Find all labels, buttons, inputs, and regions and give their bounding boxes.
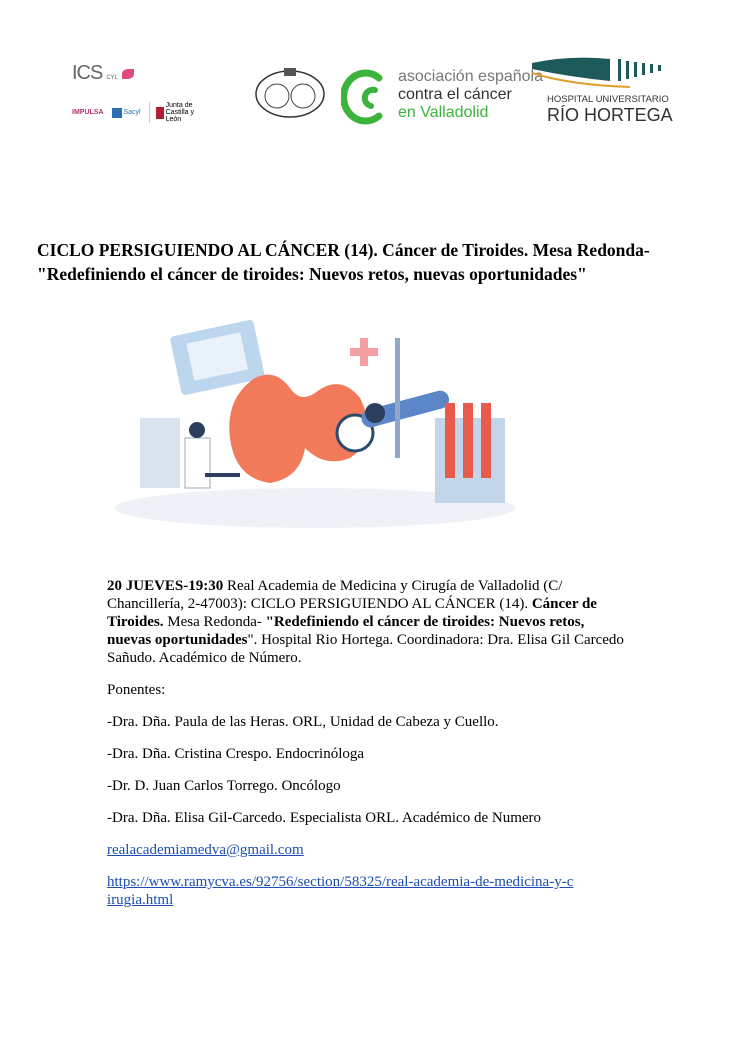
partner-logos bbox=[72, 102, 206, 123]
title-line1: CICLO PERSIGUIENDO AL CÁNCER (14). Cáncer de Tiroides. Mesa Redonda- bbox=[37, 240, 650, 260]
aecc-line2: contra el cáncer bbox=[398, 86, 512, 103]
thyroid-illustration bbox=[105, 318, 520, 538]
hospital-logo-graphic bbox=[530, 55, 670, 90]
email-link[interactable]: realacademiamedva@gmail.com bbox=[107, 842, 304, 858]
event-topic: Cáncer de Tiroides. bbox=[107, 596, 597, 630]
ics-logo-text: ICS bbox=[72, 62, 103, 84]
speakers-label: Ponentes: bbox=[107, 682, 166, 698]
impulsa-logo: IMPULSA bbox=[72, 109, 104, 116]
website-link[interactable]: https://www.ramycva.es/92756/section/58325/real-academia-de-medicina-y-cirugia.html bbox=[107, 874, 574, 908]
aecc-logo-icon bbox=[341, 66, 391, 126]
sacyl-logo bbox=[112, 108, 141, 118]
sacyl-text: Sacyl bbox=[123, 109, 141, 116]
event-rest: ". Hospital Rio Hortega. Coordinadora: Dra. Elisa Gil Carcedo Sañudo. Académico de Número. bbox=[107, 632, 624, 666]
ics-logo-sub: CYL bbox=[106, 75, 119, 81]
junta-logo bbox=[149, 102, 206, 123]
hospital-line2: RÍO HORTEGA bbox=[547, 105, 673, 125]
hospital-line1: HOSPITAL UNIVERSITARIO bbox=[547, 94, 669, 105]
speaker-item: -Dr. D. Juan Carlos Torrego. Oncólogo bbox=[107, 778, 341, 794]
title-line2: "Redefiniendo el cáncer de tiroides: Nuevos retos, nuevas oportunidades" bbox=[37, 264, 587, 284]
aecc-line3: en Valladolid bbox=[398, 104, 489, 121]
event-details bbox=[107, 577, 627, 923]
junta-shield-icon bbox=[156, 107, 164, 119]
document-title bbox=[37, 238, 717, 286]
event-date-time: 20 JUEVES-19:30 bbox=[107, 578, 224, 594]
junta-text: Junta de Castilla y León bbox=[165, 102, 195, 123]
academy-seal-logo bbox=[253, 64, 328, 120]
event-subtitle: "Redefiniendo el cáncer de tiroides: Nuevos retos, nuevas oportunidades bbox=[107, 614, 585, 648]
speaker-item: -Dra. Dña. Paula de las Heras. ORL, Unidad de Cabeza y Cuello. bbox=[107, 714, 499, 730]
sacyl-cross-icon bbox=[112, 108, 122, 118]
speaker-item: -Dra. Dña. Elisa Gil-Carcedo. Especialista ORL. Académico de Numero bbox=[107, 810, 542, 826]
ics-logo bbox=[72, 62, 134, 85]
event-description bbox=[107, 577, 627, 667]
ics-bird-icon bbox=[122, 69, 134, 79]
aecc-line1: asociación española bbox=[398, 68, 543, 85]
event-mesa: Mesa Redonda- bbox=[163, 614, 266, 630]
aecc-logo-text bbox=[398, 68, 543, 122]
speaker-item: -Dra. Dña. Cristina Crespo. Endocrinóloga bbox=[107, 746, 365, 762]
hospital-logo-text bbox=[547, 94, 673, 125]
event-venue: Real Academia de Medicina y Cirugía de Valladolid (C/ Chancillería, 2-47003): CICLO PERSIGUIENDO AL CÁNCER (14). bbox=[107, 578, 563, 612]
